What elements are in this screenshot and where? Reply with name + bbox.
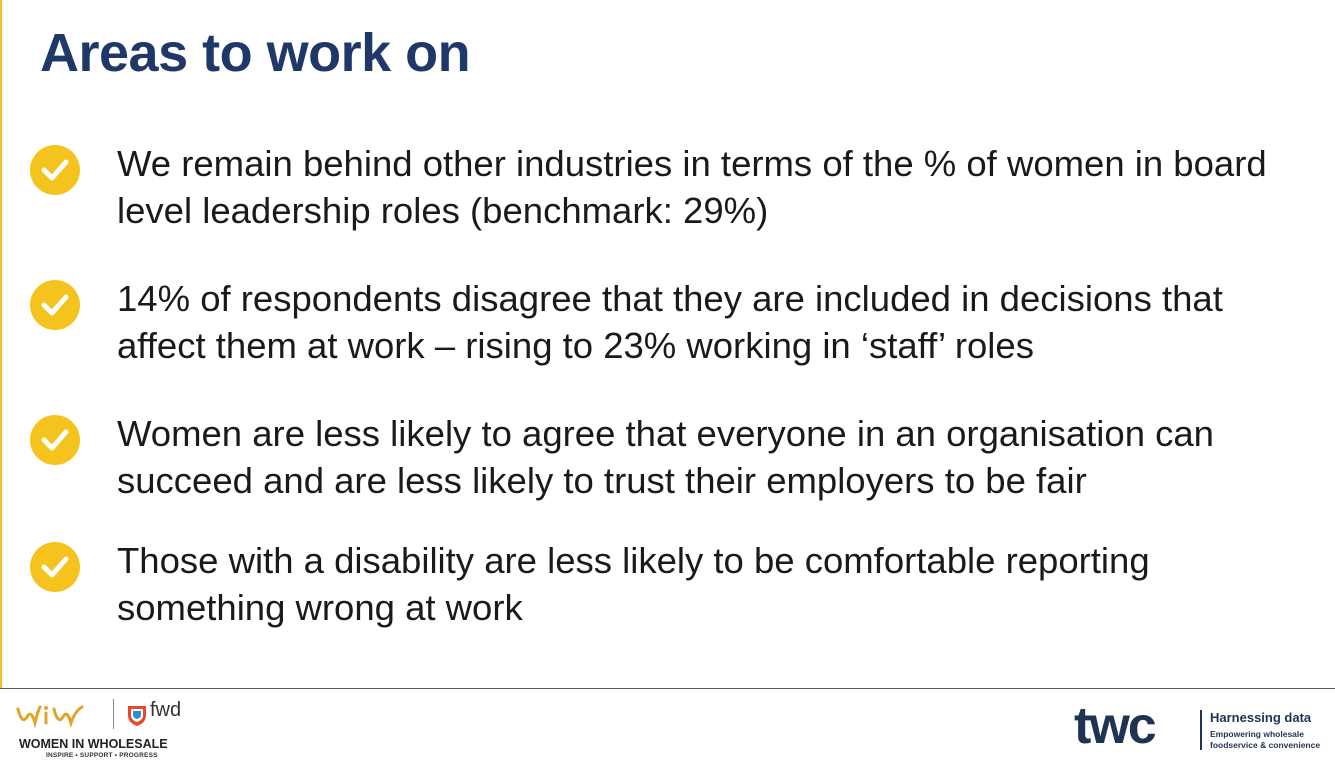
checkmark-icon: [30, 542, 80, 592]
bullet-text: Women are less likely to agree that everyone in an organisation can succeed and are less likely to trust their employers to be fair: [117, 413, 1214, 501]
twc-logo: [1074, 697, 1329, 757]
twc-subline-2: foodservice & convenience: [1210, 740, 1321, 750]
women-in-wholesale-logo: [16, 697, 196, 761]
twc-subline-1: Empowering wholesale: [1210, 729, 1304, 739]
checkmark-icon: [30, 145, 80, 195]
wiw-logo-icon: [16, 703, 86, 734]
fwd-logo-text: fwd: [150, 699, 182, 721]
checkmark-icon: [30, 415, 80, 465]
slide-left-edge: [0, 0, 2, 688]
slide-title: Areas to work on: [40, 23, 471, 83]
twc-separator: [1200, 710, 1202, 750]
bullet-text: We remain behind other industries in terms of the % of women in board level leadership roles (benchmark: 29%): [117, 143, 1267, 231]
footer-divider: [0, 688, 1335, 689]
checkmark-icon: [30, 280, 80, 330]
fwd-shield-icon: [126, 703, 148, 732]
wiw-org-name: WOMEN IN WHOLESALE: [19, 737, 168, 751]
twc-brand: twc: [1074, 697, 1155, 755]
wiw-tagline: INSPIRE • SUPPORT • PROGRESS: [46, 752, 158, 759]
bullet-text: Those with a disability are less likely to be comfortable reporting something wrong at work: [117, 540, 1150, 628]
twc-subline: [1210, 729, 1320, 751]
twc-headline: Harnessing data: [1210, 710, 1312, 725]
logo-separator: [113, 699, 114, 729]
bullet-text: 14% of respondents disagree that they are included in decisions that affect them at work – rising to 23% working in ‘staff’ roles: [117, 278, 1223, 366]
